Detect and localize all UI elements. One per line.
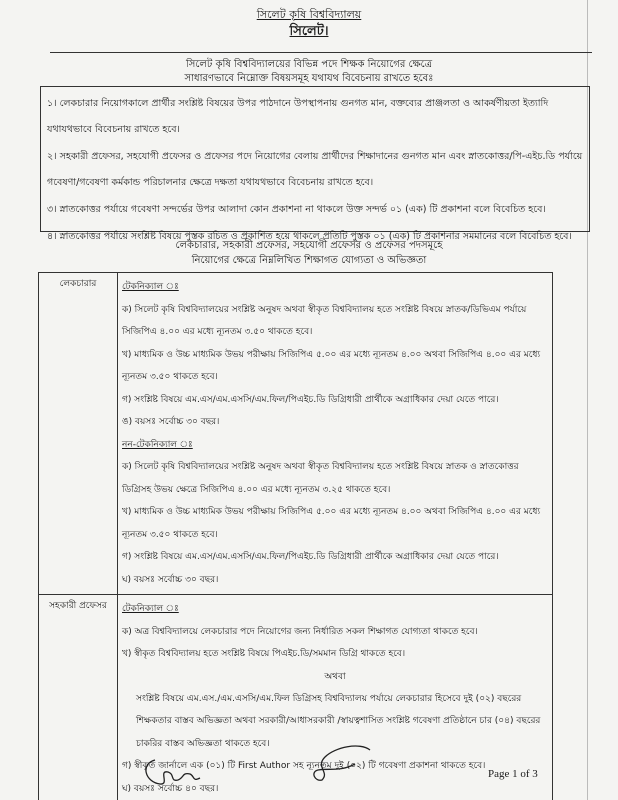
requirement-item: ঘ) বয়সঃ সর্বোচ্চ ৪০ বছর।	[122, 783, 219, 794]
general-guidelines-box	[40, 86, 590, 242]
guideline-item: ৩। স্নাতকোত্তর পর্যায়ে গবেষণা সন্দর্ভের উপর আলাদা কোন প্রকাশনা না থাকলে উক্ত সন্দর্ভ ০১ (এক) টি প্রকাশনা বলে বিবেচিত হবে।	[47, 204, 546, 215]
technical-label: টেকনিক্যাল ঃ	[122, 604, 179, 614]
requirement-item: গ) সংশ্লিষ্ট বিষয়ে এম.এস/এম.এসসি/এম.ফিল/পিএইচ.ডি ডিগ্রিধারী প্রার্থীকে অগ্রাধিকার দেয়া যেতে পারে।	[122, 394, 499, 405]
city-title: সিলেট।	[289, 24, 329, 39]
requirement-item: ক) সিলেট কৃষি বিশ্ববিদ্যালয়ের সংশ্লিষ্ট অনুষদ অথবা স্বীকৃত বিশ্ববিদ্যালয় হতে সংশ্লিষ্ট বিষয়ে স্নাতক ও স্নাতকোত্তর ডিগ্রিসহ উভয় ক্ষেত্রে সিজিপিএ ৪.০০ এর মধ্যে ন্যূনতম ৩.২৫ থাকতে হবে।	[122, 462, 519, 495]
header-rule	[50, 52, 592, 53]
qualifications-heading-1: লেকচারার, সহকারী প্রফেসর, সহযোগী প্রফেসর ও প্রফেসর পদসমূহে	[175, 240, 443, 251]
institution-name: সিলেট কৃষি বিশ্ববিদ্যালয়	[256, 8, 362, 21]
requirement-item: খ) স্বীকৃত বিশ্ববিদ্যালয় হতে সংশ্লিষ্ট বিষয়ে পিএইচ.ডি/সমমান ডিগ্রি থাকতে হবে।	[122, 649, 406, 659]
guideline-item: ১। লেকচারার নিয়োগকালে প্রার্থীর সংশ্লিষ্ট বিষয়ের উপর পাঠদানে উপস্থাপনায় গুনগত মান, বক্তব্যের প্রাঞ্জলতা ও আকর্ষণীয়তা ইত্যাদি যথাযথভাবে বিবেচনায় রাখতে হবে।	[47, 98, 549, 135]
position-cell: লেকচারার	[39, 273, 118, 595]
table-row-assistant-professor	[39, 595, 553, 800]
requirement-item: ঙ) বয়সঃ সর্বোচ্চ ৩০ বছর।	[122, 417, 220, 427]
requirement-item: ক) সিলেট কৃষি বিশ্ববিদ্যালয়ের সংশ্লিষ্ট অনুষদ অথবা স্বীকৃত বিশ্ববিদ্যালয় হতে সংশ্লিষ্ট বিষয়ে স্নাতক/ডিভিএম পর্যায়ে সিজিপিএ ৪.০০ এর মধ্যে ন্যূনতম ৩.৫০ থাকতে হবে।	[122, 304, 527, 337]
signature-2	[300, 742, 380, 787]
signature-1	[140, 752, 210, 792]
requirement-item: গ) স্বীকৃত জার্নালে এক (০১) টি First Author সহ ন্যূনতম দুই (০২) টি গবেষণা প্রকাশনা থাকতে হবে।	[122, 761, 486, 771]
requirement-item: খ) মাধ্যমিক ও উচ্চ মাধ্যমিক উভয় পরীক্ষায় সিজিপিএ ৫.০০ এর মধ্যে ন্যূনতম ৪.০০ অথবা সিজিপিএ ৪.০০ এর মধ্যে ন্যূনতম ৩.৫০ থাকতে হবে।	[122, 507, 541, 540]
qualifications-table	[38, 272, 553, 800]
guideline-item: ২। সহকারী প্রফেসর, সহযোগী প্রফেসর ও প্রফেসর পদে নিয়োগের বেলায় প্রার্থীদের শিক্ষাদানের গুনগত মান এবং স্নাতকোত্তর/পি-এইচ.ডি পর্যায়ে গবেষণা/গবেষণা কর্মকান্ড পরিচালনার ক্ষেত্রে দক্ষতা যথাযথভাবে বিবেচনায় রাখতে হবে।	[47, 151, 583, 188]
requirement-item: খ) মাধ্যমিক ও উচ্চ মাধ্যমিক উভয় পরীক্ষায় সিজিপিএ ৫.০০ এর মধ্যে ন্যূনতম ৪.০০ অথবা সিজিপিএ ৪.০০ এর মধ্যে ন্যূনতম ৩.৫০ থাকতে হবে।	[122, 349, 541, 382]
guideline-item: ৪। স্নাতকোত্তর পর্যায়ে সংশ্লিষ্ট বিষয়ে পুস্তক রচিত ও প্রকাশিত হয়ে থাকলে প্রতিটি পুস্তক ০১ (এক) টি প্রকাশনার সমমানের বলে বিবেচিত হবে।	[47, 231, 572, 242]
nontechnical-label: নন-টেকনিক্যাল ঃ	[122, 439, 193, 450]
requirements-cell	[118, 273, 553, 595]
table-row-lecturer	[39, 273, 553, 595]
general-heading-1: সিলেট কৃষি বিশ্ববিদ্যালয়ের বিভিন্ন পদে শিক্ষক নিয়োগের ক্ষেত্রে	[185, 59, 433, 70]
position-cell: সহকারী প্রফেসর	[39, 595, 118, 800]
requirement-item: ঘ) বয়সঃ সর্বোচ্চ ৩০ বছর।	[122, 574, 219, 585]
or-separator: অথবা	[324, 671, 346, 682]
alternative-requirement: সংশ্লিষ্ট বিষয়ে এম.এস./এম.এসসি/এম.ফিল ডিগ্রিসহ বিশ্ববিদ্যালয় পর্যায়ে লেকচারার হিসেবে দুই (০২) বছরের শিক্ষকতার বাস্তব অভিজ্ঞতা অথবা সরকারী/আধাসরকারী /স্বায়ত্বশাসিত সংশ্লিষ্ট গবেষণা প্রতিষ্ঠানে চার (০৪) বছরের চাকরির বাস্তব অভিজ্ঞতা থাকতে হবে।	[136, 693, 541, 749]
general-heading-2: সাধারণভাবে নিম্নোক্ত বিষয়সমূহ যথাযথ বিবেচনায় রাখতে হবেঃ	[184, 73, 434, 84]
requirement-item: ক) অত্র বিশ্ববিদ্যালয়ে লেকচারার পদে নিয়োগের জন্য নির্ধারিত সকল শিক্ষাগত যোগ্যতা থাকতে হবে।	[122, 626, 478, 637]
qualifications-heading-2: নিয়োগের ক্ষেত্রে নিম্নলিখিত শিক্ষাগত যোগ্যতা ও অভিজ্ঞতা	[191, 255, 427, 266]
requirement-item: গ) সংশ্লিষ্ট বিষয়ে এম.এস/এম.এসসি/এম.ফিল/পিএইচ.ডি ডিগ্রিধারী প্রার্থীকে অগ্রাধিকার দেয়া যেতে পারে।	[122, 552, 499, 562]
page-number: Page 1 of 3	[488, 768, 538, 780]
technical-label: টেকনিক্যাল ঃ	[122, 282, 179, 292]
